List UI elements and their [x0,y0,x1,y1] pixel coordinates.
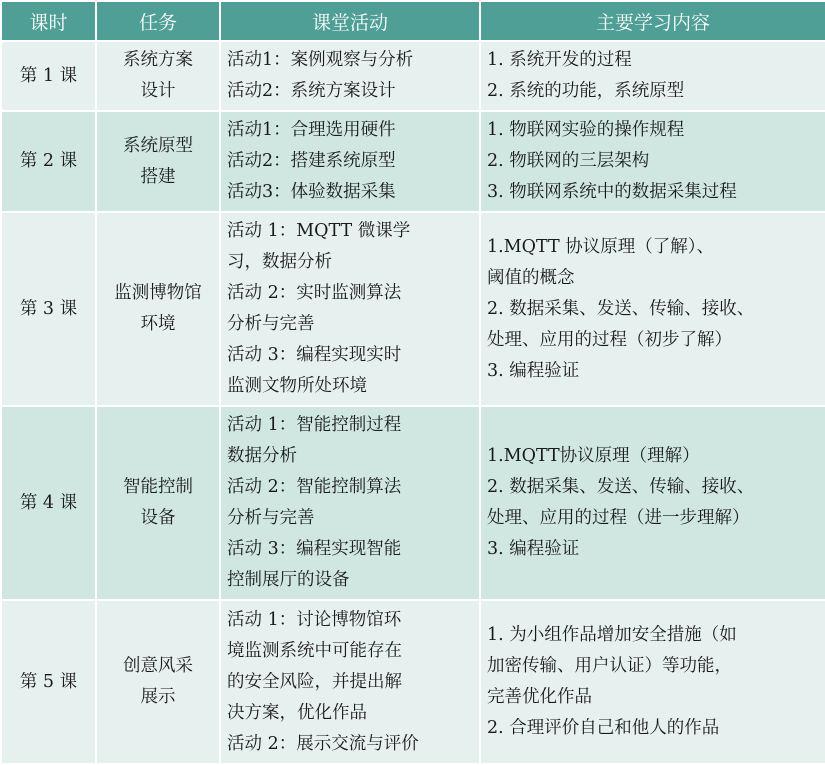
content-line: 阈值的概念 [487,267,575,288]
task-cell [96,406,220,600]
activities-cell [220,600,480,764]
header-content: 主要学习内容 [480,1,825,41]
activity-line: 活动2：搭建系统原型 [227,151,396,171]
activity-line: 活动 2：实时监测算法 [227,283,402,303]
activity-line: 活动 3：编程实现实时 [227,345,402,365]
task-cell [96,111,220,212]
content-line: 2. 数据采集、发送、传输、接收、 [487,298,755,319]
activity-line: 活动2：系统方案设计 [227,81,396,101]
content-cell [480,41,825,111]
task-line: 监测博物馆 [114,283,202,303]
activity-line: 分析与完善 [227,508,315,528]
activity-line: 活动 3：编程实现智能 [227,539,402,559]
header-activities: 课堂活动 [220,1,480,41]
activity-line: 分析与完善 [227,314,315,334]
content-cell [480,600,825,764]
task-line: 设备 [140,508,176,528]
task-cell [96,212,220,406]
activity-line: 活动 2：展示交流与评价 [227,733,419,754]
task-line: 环境 [140,314,176,334]
task-line: 搭建 [140,166,176,187]
content-line: 处理、应用的过程（初步了解） [487,329,732,350]
task-cell [96,41,220,111]
header-lesson: 课时 [1,1,96,41]
content-cell [480,406,825,600]
activity-line: 活动1：案例观察与分析 [227,50,414,70]
lesson-cell: 第 5 课 [1,600,96,764]
activity-line: 活动 2：智能控制算法 [227,477,402,497]
content-line: 1. 系统开发的过程 [487,50,632,70]
table-row [1,406,825,600]
activity-line: 活动3：体验数据采集 [227,182,396,202]
task-line: 智能控制 [123,477,193,497]
content-line: 2. 物联网的三层架构 [487,151,650,171]
activities-cell [220,111,480,212]
task-line: 创意风采 [123,656,193,676]
activity-line: 活动 1：MQTT 微课学 [227,221,411,241]
activity-line: 的安全风险，并提出解 [227,671,402,692]
content-line: 加密传输、用户认证）等功能， [487,656,732,676]
activity-line: 境监测系统中可能存在 [227,640,402,661]
task-line: 展示 [140,687,176,707]
task-cell [96,600,220,764]
header-row [1,1,825,41]
lesson-cell: 第 4 课 [1,406,96,600]
content-line: 完善优化作品 [487,687,592,707]
content-line: 3. 编程验证 [487,360,580,381]
content-line: 3. 物联网系统中的数据采集过程 [487,182,737,202]
activity-line: 活动1：合理选用硬件 [227,120,396,140]
activity-line: 监测文物所处环境 [227,376,367,396]
lesson-cell: 第 3 课 [1,212,96,406]
content-cell [480,212,825,406]
content-line: 1.MQTT协议原理（理解） [487,446,700,466]
activities-cell [220,212,480,406]
content-cell [480,111,825,212]
lesson-cell: 第 2 课 [1,111,96,212]
content-line: 3. 编程验证 [487,539,580,559]
content-line: 2. 数据采集、发送、传输、接收、 [487,477,755,497]
task-line: 系统原型 [123,135,193,156]
table-row [1,212,825,406]
header-task: 任务 [96,1,220,41]
activity-line: 控制展厅的设备 [227,570,350,590]
table-row [1,41,825,111]
content-line: 1.MQTT 协议原理（了解）、 [487,236,714,257]
task-line: 系统方案 [123,50,193,70]
table-row [1,600,825,764]
table-row [1,111,825,212]
content-line: 1. 物联网实验的操作规程 [487,120,685,140]
activity-line: 决方案，优化作品 [227,702,367,723]
lesson-cell: 第 1 课 [1,41,96,111]
task-line: 设计 [140,81,176,101]
content-line: 2. 合理评价自己和他人的作品 [487,718,720,738]
activities-cell [220,406,480,600]
content-line: 1. 为小组作品增加安全措施（如 [487,625,737,645]
activity-line: 习，数据分析 [227,252,332,272]
content-line: 2. 系统的功能，系统原型 [487,81,685,101]
activities-cell [220,41,480,111]
activity-line: 活动 1：讨论博物馆环 [227,609,402,630]
activity-line: 数据分析 [227,446,297,466]
content-line: 处理、应用的过程（进一步理解） [487,508,750,528]
activity-line: 活动 1：智能控制过程 [227,415,402,435]
